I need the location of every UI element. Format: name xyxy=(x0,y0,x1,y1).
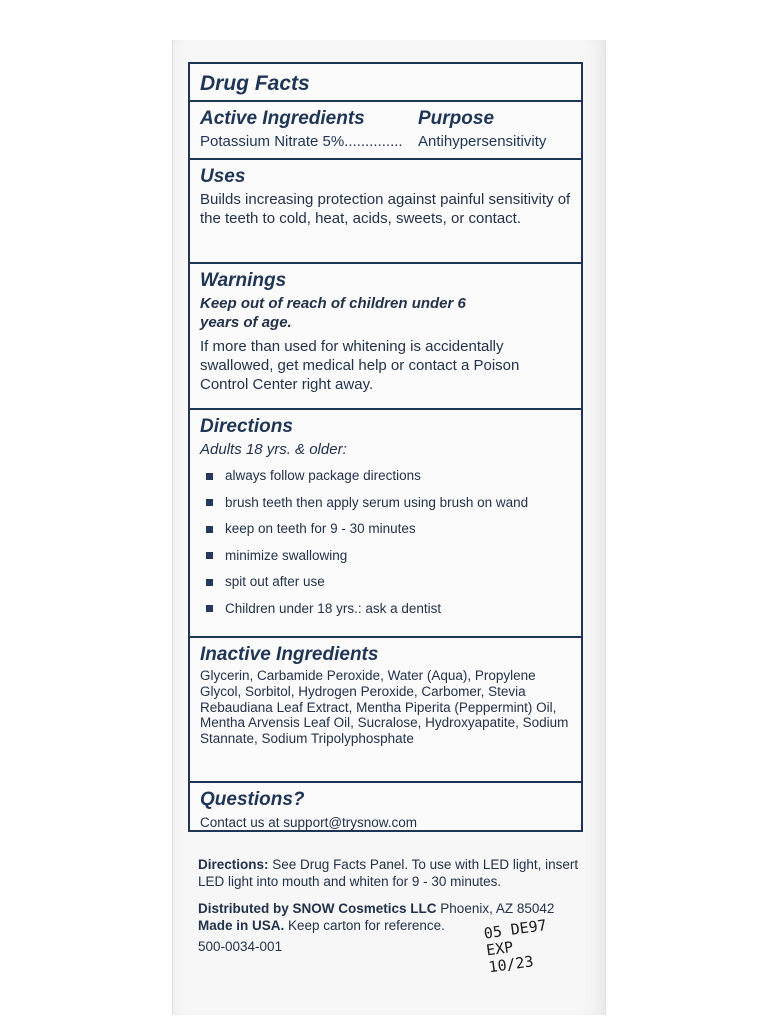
distributed-label: Distributed by SNOW Cosmetics LLC xyxy=(198,901,437,916)
bullet-icon xyxy=(206,579,213,586)
footer-directions xyxy=(198,856,588,890)
drug-facts-panel xyxy=(188,62,583,832)
lot-number: 05 DE97 xyxy=(482,916,548,943)
purpose-heading: Purpose xyxy=(418,108,495,129)
uses-section xyxy=(190,160,581,264)
list-item: spit out after use xyxy=(200,569,571,596)
list-item: minimize swallowing xyxy=(200,543,571,570)
questions-heading: Questions? xyxy=(200,789,305,810)
bullet-icon xyxy=(206,499,213,506)
active-ingredient: Potassium Nitrate 5%.............. xyxy=(200,133,403,150)
warnings-heading: Warnings xyxy=(200,270,287,291)
expiry-date: EXP 10/23 xyxy=(485,937,535,977)
bullet-icon xyxy=(206,552,213,559)
bullet-icon xyxy=(206,473,213,480)
questions-section xyxy=(190,783,581,838)
drug-facts-title: Drug Facts xyxy=(200,72,310,95)
bullet-icon xyxy=(206,605,213,612)
active-ingredients-heading: Active Ingredients xyxy=(200,108,365,129)
list-item: keep on teeth for 9 - 30 minutes xyxy=(200,516,571,543)
inactive-ingredients-section xyxy=(190,638,581,783)
uses-heading: Uses xyxy=(200,166,246,187)
list-item: brush teeth then apply serum using brush on wand xyxy=(200,490,571,517)
list-item: Children under 18 yrs.: ask a dentist xyxy=(200,596,571,623)
directions-heading: Directions xyxy=(200,416,293,437)
footer-directions-label: Directions: xyxy=(198,857,269,872)
list-item: always follow package directions xyxy=(200,463,571,490)
directions-list xyxy=(200,463,571,622)
questions-text: Contact us at support@trysnow.com xyxy=(200,815,418,830)
warnings-keep-out: Keep out of reach of children under 6 years of age. xyxy=(200,295,466,331)
inactive-ingredients-text: Glycerin, Carbamide Peroxide, Water (Aqua), Propylene Glycol, Sorbitol, Hydrogen Peroxide, Carbomer, Stevia Rebaudiana Leaf Extract, Mentha Piperita (Peppermint) Oil, Mentha Arvensis Leaf Oil, Sucralose, Hydroxyapatite, Sodium Stannate, Sodium Tripolyphosphate xyxy=(200,668,569,747)
warnings-text: If more than used for whitening is accidentally swallowed, get medical help or contact a Poison Control Center right away. xyxy=(200,338,520,393)
made-in-text: Keep carton for reference. xyxy=(288,918,445,933)
directions-section xyxy=(190,410,581,638)
footer-directions-text: See Drug Facts Panel. To use with LED light, insert LED light into mouth and whiten for 9 - 30 minutes. xyxy=(198,857,579,889)
active-ingredients-section xyxy=(190,102,581,160)
directions-subheading: Adults 18 yrs. & older: xyxy=(200,441,347,458)
purpose-value: Antihypersensitivity xyxy=(418,133,547,150)
uses-text: Builds increasing protection against painful sensitivity of the teeth to cold, heat, acids, sweets, or contact. xyxy=(200,191,571,227)
inactive-ingredients-heading: Inactive Ingredients xyxy=(200,644,379,665)
distributed-location: Phoenix, AZ 85042 xyxy=(440,901,555,916)
bullet-icon xyxy=(206,526,213,533)
product-code: 500-0034-001 xyxy=(198,939,283,954)
made-in-label: Made in USA. xyxy=(198,918,285,933)
warnings-section xyxy=(190,264,581,410)
drug-facts-title-section xyxy=(190,64,581,102)
